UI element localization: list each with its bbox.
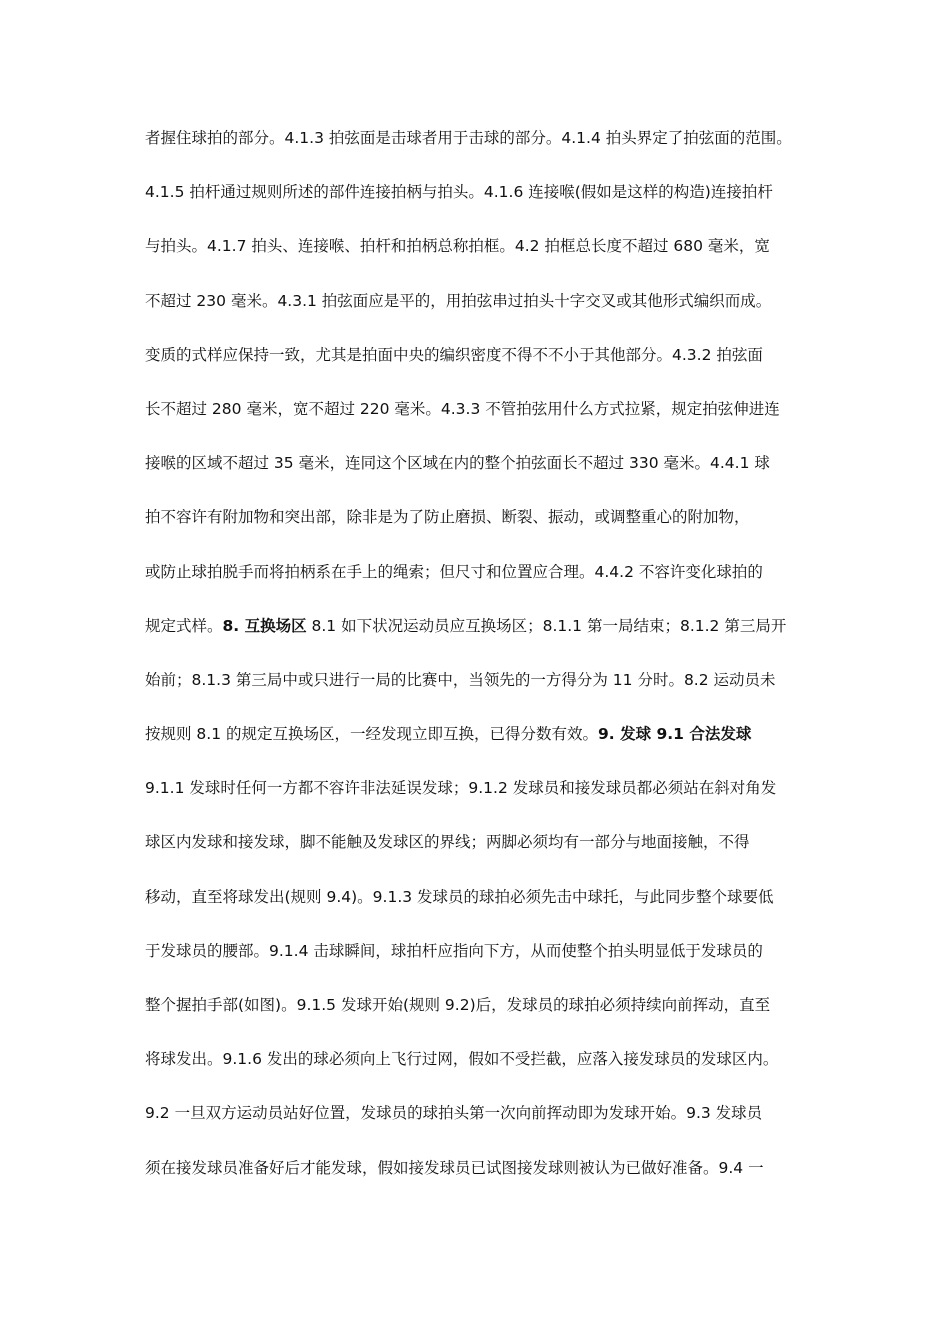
text-line [145, 824, 825, 878]
text-run: 移动，直至将球发出(规则 9.4)。9.1.3 发球员的球拍必须先击中球托，与此同步整个球要低 [145, 887, 774, 906]
text-line [145, 120, 825, 174]
text-run: 球区内发球和接发球，脚不能触及发球区的界线；两脚必须均有一部分与地面接触，不得 [145, 833, 750, 852]
text-run: 与拍头。4.1.7 拍头、连接喉、拍杆和拍柄总称拍框。4.2 拍框总长度不超过 680 毫米，宽 [145, 237, 770, 256]
text-run: 始前；8.1.3 第三局中或只进行一局的比赛中，当领先的一方得分为 11 分时。8.2 运动员未 [145, 670, 776, 689]
text-run: 于发球员的腰部。9.1.4 击球瞬间，球拍杆应指向下方，从而使整个拍头明显低于发球员的 [145, 941, 763, 960]
section-heading: 8. 互换场区 [222, 616, 307, 635]
text-line [145, 879, 825, 933]
text-run: 接喉的区域不超过 35 毫米，连同这个区域在内的整个拍弦面长不超过 330 毫米。4.4.1 球 [145, 454, 770, 473]
text-line [145, 228, 825, 282]
body-text [145, 120, 825, 1204]
text-run: 整个握拍手部(如图)。9.1.5 发球开始(规则 9.2)后，发球员的球拍必须持续向前挥动，直至 [145, 996, 771, 1014]
text-line [145, 770, 825, 824]
text-line [145, 608, 825, 662]
text-line [145, 337, 825, 391]
text-line [145, 445, 825, 499]
text-line [145, 1041, 825, 1095]
text-line [145, 933, 825, 987]
text-run: 9.2 一旦双方运动员站好位置，发球员的球拍头第一次向前挥动即为发球开始。9.3 发球员 [145, 1104, 763, 1123]
text-line [145, 1095, 825, 1149]
text-line [145, 716, 825, 770]
text-run: 不超过 230 毫米。4.3.1 拍弦面应是平的，用拍弦串过拍头十字交叉或其他形式编织而成。 [145, 291, 772, 310]
text-line [145, 283, 825, 337]
section-heading: 9. 发球 9.1 合法发球 [598, 725, 752, 744]
text-line [145, 1150, 825, 1204]
text-run: 须在接发球员准备好后才能发球，假如接发球员已试图接发球则被认为已做好准备。9.4 一 [145, 1158, 764, 1177]
text-line [145, 391, 825, 445]
text-run: 拍不容许有附加物和突出部，除非是为了防止磨损、断裂、振动，或调整重心的附加物， [145, 508, 750, 527]
text-line [145, 987, 825, 1041]
text-run: 9.1.1 发球时任何一方都不容许非法延误发球；9.1.2 发球员和接发球员都必须站在斜对角发 [145, 779, 777, 798]
text-line [145, 662, 825, 716]
text-line [145, 554, 825, 608]
text-line [145, 499, 825, 553]
text-run: 4.1.5 拍杆通过规则所述的部件连接拍柄与拍头。4.1.6 连接喉(假如是这样的构造)连接拍杆 [145, 183, 773, 202]
text-run: 者握住球拍的部分。4.1.3 拍弦面是击球者用于击球的部分。4.1.4 拍头界定了拍弦面的范围。 [145, 129, 792, 147]
text-run: 将球发出。9.1.6 发出的球必须向上飞行过网，假如不受拦截，应落入接发球员的发球区内。 [145, 1050, 779, 1069]
text-line [145, 174, 825, 228]
text-run: 8.1 如下状况运动员应互换场区；8.1.1 第一局结束；8.1.2 第三局开 [306, 616, 787, 635]
text-run: 或防止球拍脱手而将拍柄系在手上的绳索；但尺寸和位置应合理。4.4.2 不容许变化球拍的 [145, 562, 763, 581]
text-run: 规定式样。 [145, 616, 223, 635]
text-run: 变质的式样应保持一致，尤其是拍面中央的编织密度不得不不小于其他部分。4.3.2 拍弦面 [145, 345, 763, 364]
text-run: 长不超过 280 毫米，宽不超过 220 毫米。4.3.3 不管拍弦用什么方式拉紧，规定拍弦伸进连 [145, 399, 780, 418]
text-run: 按规则 8.1 的规定互换场区，一经发现立即互换，已得分数有效。 [145, 725, 599, 744]
